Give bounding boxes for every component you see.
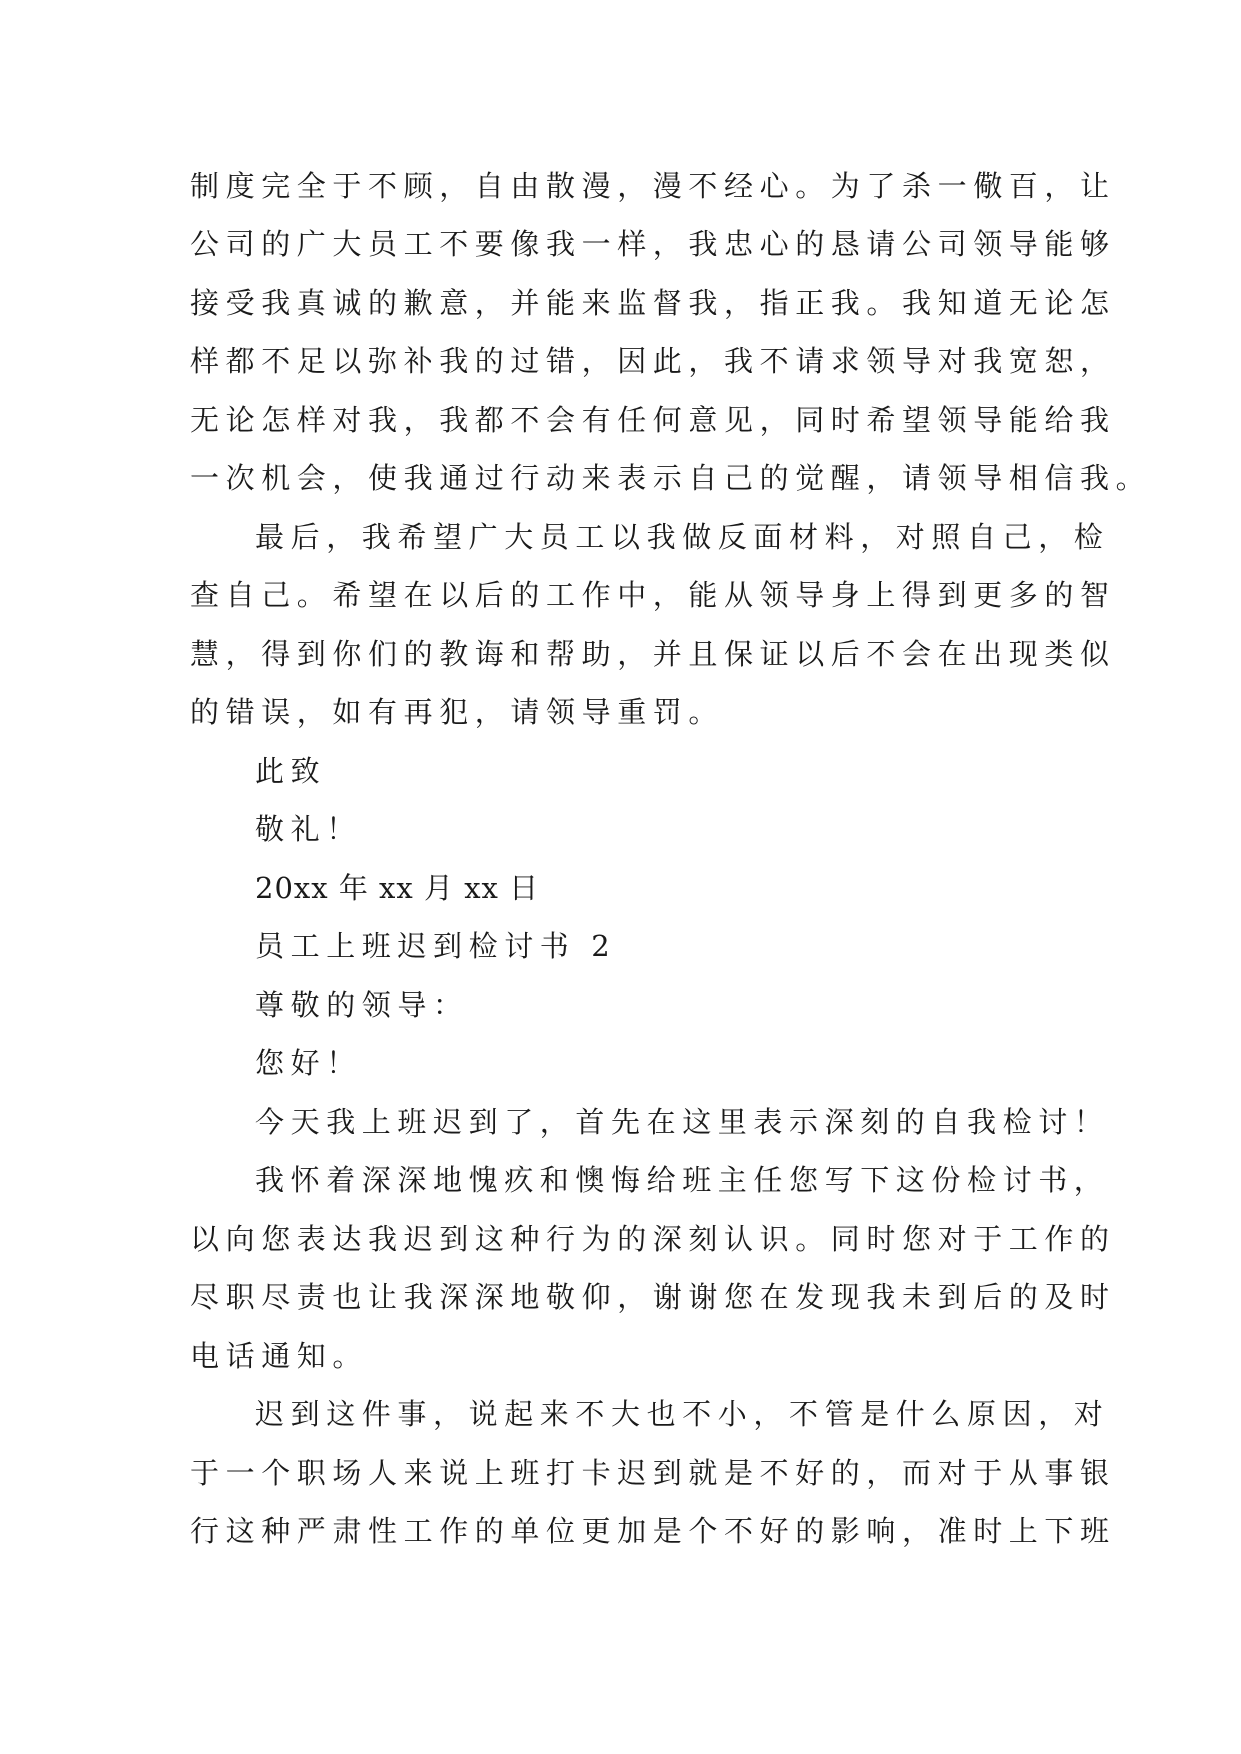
- paragraph-first-line: 迟到这件事，说起来不大也不小，不管是什么原因，对: [255, 1397, 1110, 1431]
- body-text-line: 行这种严肃性工作的单位更加是个不好的影响，准时上下班: [190, 1514, 1116, 1548]
- date-line: 20xx 年 xx 月 xx 日: [255, 871, 540, 905]
- section-title: 员工上班迟到检讨书 2: [255, 929, 617, 963]
- body-text-line: 查自己。希望在以后的工作中，能从领导身上得到更多的智: [190, 578, 1116, 612]
- greeting-line: 尊敬的领导：: [255, 988, 469, 1022]
- paragraph-first-line: 我怀着深深地愧疚和懊悔给班主任您写下这份检讨书，: [255, 1163, 1110, 1197]
- body-text-line: 于一个职场人来说上班打卡迟到就是不好的，而对于从事银: [190, 1456, 1116, 1490]
- body-text-line: 的错误，如有再犯，请领导重罚。: [190, 695, 725, 729]
- body-text-line: 样都不足以弥补我的过错，因此，我不请求领导对我宽恕，: [190, 344, 1116, 378]
- paragraph-first-line: 最后，我希望广大员工以我做反面材料，对照自己，检: [255, 520, 1110, 554]
- body-text-line: 慧，得到你们的教诲和帮助，并且保证以后不会在出现类似: [190, 637, 1116, 671]
- body-text-line: 一次机会，使我通过行动来表示自己的觉醒，请领导相信我。: [190, 461, 1152, 495]
- body-text-line: 接受我真诚的歉意，并能来监督我，指正我。我知道无论怎: [190, 286, 1116, 320]
- closing-regards: 敬礼！: [255, 812, 362, 846]
- greeting-hello: 您好！: [255, 1046, 362, 1080]
- body-text-line: 无论怎样对我，我都不会有任何意见，同时希望领导能给我: [190, 403, 1116, 437]
- body-text-line: 制度完全于不顾，自由散漫，漫不经心。为了杀一儆百，让: [190, 169, 1116, 203]
- body-text-line: 电话通知。: [190, 1339, 369, 1373]
- paragraph-first-line: 今天我上班迟到了，首先在这里表示深刻的自我检讨！: [255, 1105, 1110, 1139]
- body-text-line: 公司的广大员工不要像我一样，我忠心的恳请公司领导能够: [190, 227, 1116, 261]
- closing-salutation: 此致: [255, 754, 327, 788]
- body-text-line: 尽职尽责也让我深深地敬仰，谢谢您在发现我未到后的及时: [190, 1280, 1116, 1314]
- body-text-line: 以向您表达我迟到这种行为的深刻认识。同时您对于工作的: [190, 1222, 1116, 1256]
